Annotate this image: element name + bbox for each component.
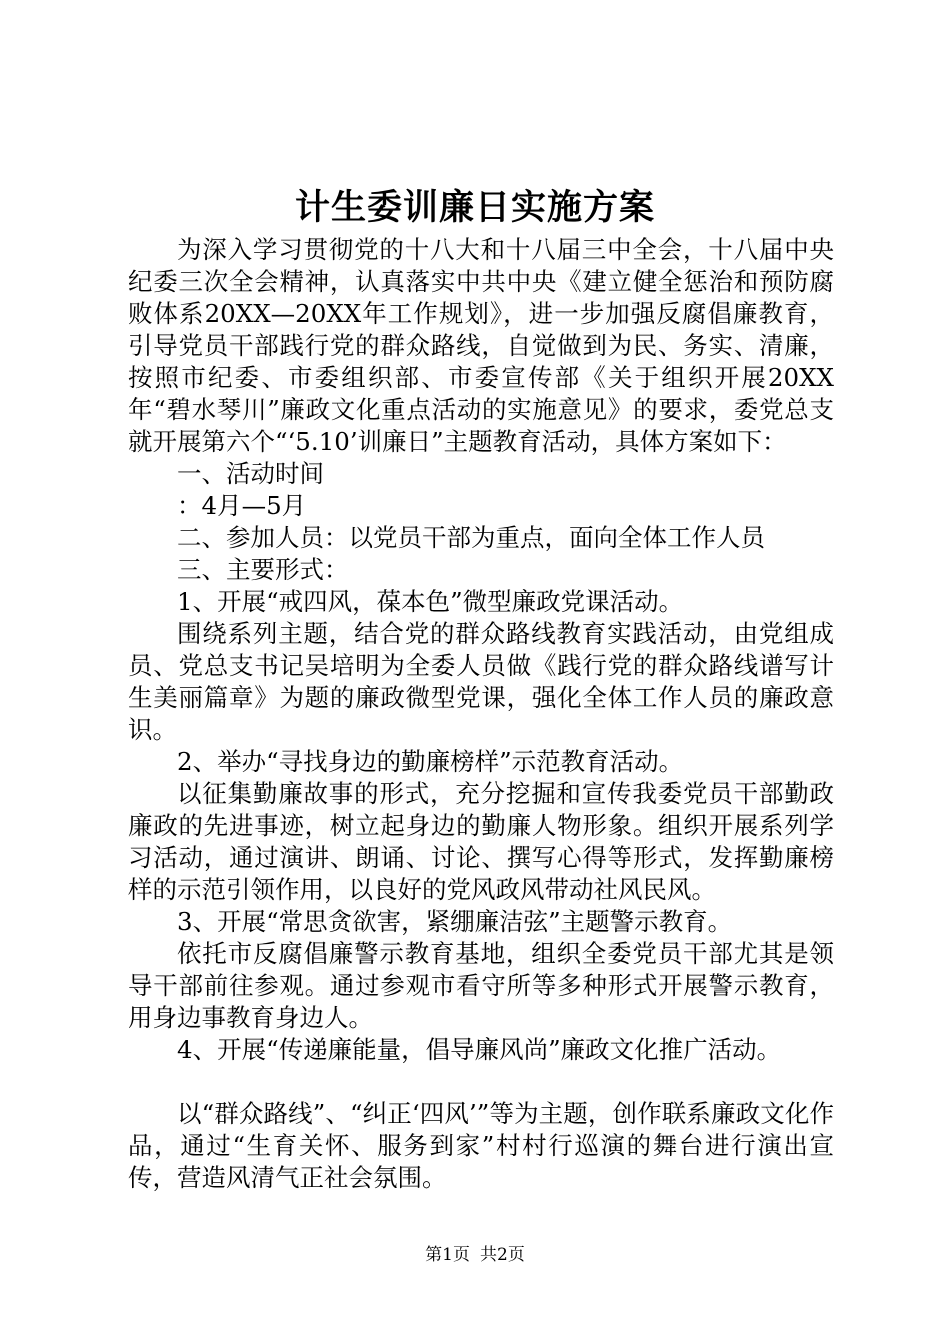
paragraph-intro: 为深入学习贯彻党的十八大和十八届三中全会，十八届中央纪委三次全会精神，认真落实中共中央《建立健全惩治和预防腐败体系20XX—20XX年工作规划》，进一步加强反腐倡廉教育，引导党员干部践行党的群众路线，自觉做到为民、务实、清廉，按照市纪委、市委组织部、市委宣传部《关于组织开展20XX年“碧水琴川”廉政文化重点活动的实施意见》的要求，委党总支就开展第六个“‘5.10’训廉日”主题教育活动，具体方案如下： bbox=[128, 235, 834, 456]
paragraph-item-4-heading: 4、开展“传递廉能量，倡导廉风尚”廉政文化推广活动。 bbox=[177, 1035, 782, 1064]
paragraph-section-time-heading: 一、活动时间 bbox=[177, 459, 324, 488]
page-number-current: 第1页 bbox=[425, 1245, 470, 1265]
paragraph-item-1-body: 围绕系列主题，结合党的群众路线教育实践活动，由党组成员、党总支书记吴培明为全委人员做《践行党的群众路线谱写计生美丽篇章》为题的廉政微型党课，强化全体工作人员的廉政意识。 bbox=[128, 619, 834, 744]
paragraph-item-3-body: 依托市反腐倡廉警示教育基地，组织全委党员干部尤其是领导干部前往参观。通过参观市看守所等多种形式开展警示教育，用身边事教育身边人。 bbox=[128, 939, 834, 1032]
paragraph-item-2-body: 以征集勤廉故事的形式，充分挖掘和宣传我委党员干部勤政廉政的先进事迹，树立起身边的勤廉人物形象。组织开展系列学习活动，通过演讲、朗诵、讨论、撰写心得等形式，发挥勤廉榜样的示范引领作用，以良好的党风政风带动社风民风。 bbox=[128, 779, 834, 904]
paragraph-section-forms-heading: 三、主要形式： bbox=[177, 555, 349, 584]
paragraph-item-3-heading: 3、开展“常思贪欲害，紧绷廉洁弦”主题警示教育。 bbox=[177, 907, 733, 936]
document-body bbox=[128, 234, 834, 1194]
document-title: 计生委训廉日实施方案 bbox=[294, 187, 655, 228]
paragraph-item-1-heading: 1、开展“戒四风，葆本色”微型廉政党课活动。 bbox=[177, 587, 684, 616]
paragraph-section-participants: 二、参加人员：以党员干部为重点，面向全体工作人员 bbox=[177, 523, 765, 552]
page-footer bbox=[0, 1243, 950, 1267]
paragraph-section-time-value: ：4月—5月 bbox=[177, 491, 307, 520]
page-number-total: 共2页 bbox=[480, 1245, 525, 1265]
paragraph-item-2-heading: 2、举办“寻找身边的勤廉榜样”示范教育活动。 bbox=[177, 747, 684, 776]
paragraph-item-4-body: 以“群众路线”、“纠正‘四风’”等为主题，创作联系廉政文化作品，通过“生育关怀、服务到家”村村行巡演的舞台进行演出宣传，营造风清气正社会氛围。 bbox=[128, 1099, 834, 1192]
